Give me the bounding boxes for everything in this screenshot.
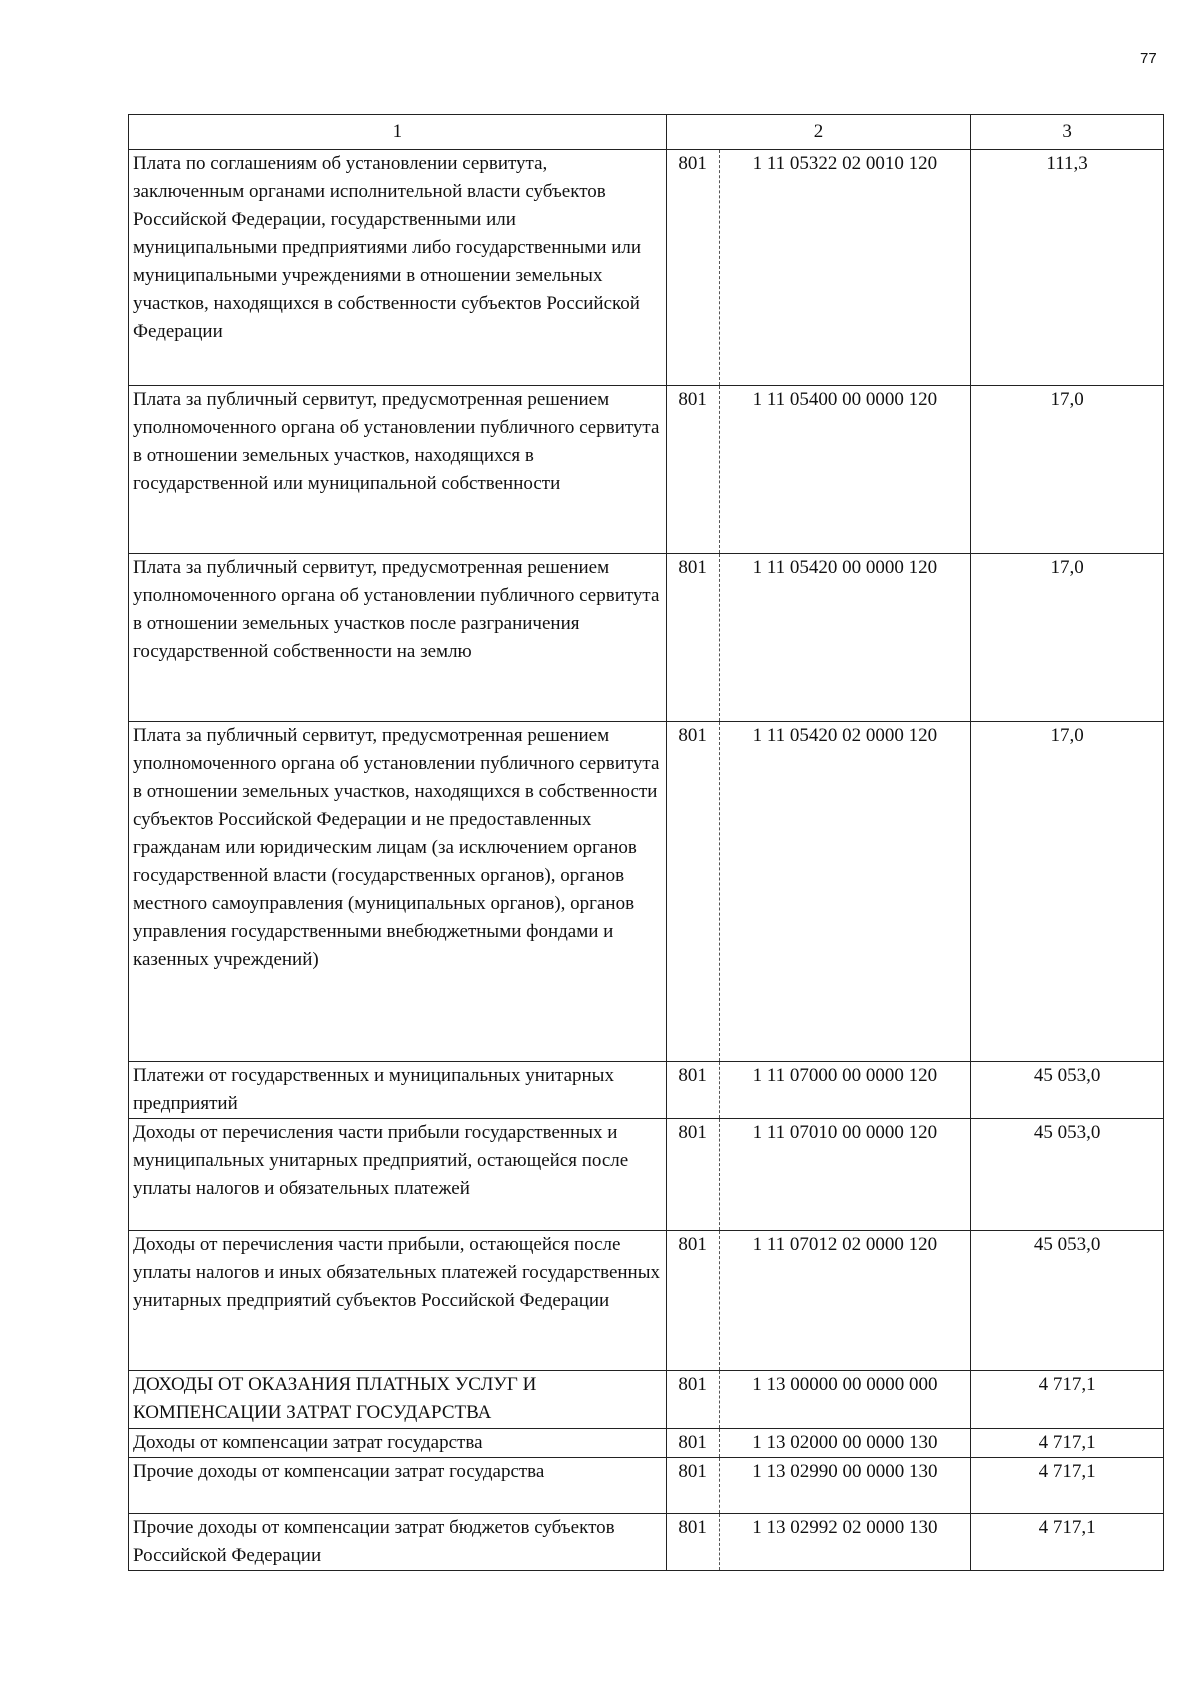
row-budget-code: 1 11 07012 02 0000 120 xyxy=(719,1231,971,1371)
row-name: ДОХОДЫ ОТ ОКАЗАНИЯ ПЛАТНЫХ УСЛУГ И КОМПЕНСАЦИИ ЗАТРАТ ГОСУДАРСТВА xyxy=(129,1371,667,1429)
row-name: Плата за публичный сервитут, предусмотренная решением уполномоченного органа об установлении публичного сервитута в отношении земельных участков, находящихся в собственности субъектов Российской Федерации и не предоставленных гражданам или юридическим лицам (за исключением органов государственной власти (государственных органов), органов местного самоуправления (муниципальных органов), органов управления государственными внебюджетными фондами и казенных учреждений) xyxy=(129,722,667,1062)
row-amount: 17,0 xyxy=(971,722,1164,1062)
row-amount: 45 053,0 xyxy=(971,1119,1164,1231)
row-name: Прочие доходы от компенсации затрат бюджетов субъектов Российской Федерации xyxy=(129,1514,667,1571)
row-admin-code: 801 xyxy=(666,1119,719,1231)
row-amount: 45 053,0 xyxy=(971,1231,1164,1371)
row-budget-code: 1 13 02990 00 0000 130 xyxy=(719,1458,971,1514)
row-name: Плата за публичный сервитут, предусмотренная решением уполномоченного органа об установлении публичного сервитута в отношении земельных участков, находящихся в государственной или муниципальной собственности xyxy=(129,386,667,554)
row-budget-code: 1 11 05400 00 0000 120 xyxy=(719,386,971,554)
row-amount: 4 717,1 xyxy=(971,1371,1164,1429)
row-admin-code: 801 xyxy=(666,1514,719,1571)
row-amount: 17,0 xyxy=(971,386,1164,554)
table-row xyxy=(129,1062,1164,1119)
row-admin-code: 801 xyxy=(666,1371,719,1429)
row-name: Доходы от перечисления части прибыли государственных и муниципальных унитарных предприятий, остающейся после уплаты налогов и обязательных платежей xyxy=(129,1119,667,1231)
row-admin-code: 801 xyxy=(666,386,719,554)
row-name: Доходы от перечисления части прибыли, остающейся после уплаты налогов и иных обязательных платежей государственных унитарных предприятий субъектов Российской Федерации xyxy=(129,1231,667,1371)
row-admin-code: 801 xyxy=(666,722,719,1062)
table-row xyxy=(129,1231,1164,1371)
row-name: Прочие доходы от компенсации затрат государства xyxy=(129,1458,667,1514)
row-amount: 4 717,1 xyxy=(971,1429,1164,1458)
row-budget-code: 1 11 05420 02 0000 120 xyxy=(719,722,971,1062)
table-row xyxy=(129,1429,1164,1458)
row-admin-code: 801 xyxy=(666,150,719,386)
row-budget-code: 1 11 05322 02 0010 120 xyxy=(719,150,971,386)
page-number: 77 xyxy=(1140,50,1157,67)
row-amount: 45 053,0 xyxy=(971,1062,1164,1119)
header-col-1: 1 xyxy=(129,115,667,150)
row-name: Плата по соглашениям об установлении сервитута, заключенным органами исполнительной власти субъектов Российской Федерации, государственными или муниципальными предприятиями либо государственными или муниципальными учреждениями в отношении земельных участков, находящихся в собственности субъектов Российской Федерации xyxy=(129,150,667,386)
row-budget-code: 1 11 05420 00 0000 120 xyxy=(719,554,971,722)
row-amount: 17,0 xyxy=(971,554,1164,722)
row-admin-code: 801 xyxy=(666,1062,719,1119)
table-row xyxy=(129,554,1164,722)
row-name: Доходы от компенсации затрат государства xyxy=(129,1429,667,1458)
table-row xyxy=(129,1371,1164,1429)
row-amount: 111,3 xyxy=(971,150,1164,386)
revenue-table xyxy=(128,114,1164,1571)
row-name: Плата за публичный сервитут, предусмотренная решением уполномоченного органа об установлении публичного сервитута в отношении земельных участков после разграничения государственной собственности на землю xyxy=(129,554,667,722)
table-row xyxy=(129,1458,1164,1514)
row-admin-code: 801 xyxy=(666,1458,719,1514)
table-row xyxy=(129,386,1164,554)
table-row xyxy=(129,1514,1164,1571)
table-row xyxy=(129,1119,1164,1231)
row-admin-code: 801 xyxy=(666,1231,719,1371)
row-budget-code: 1 11 07000 00 0000 120 xyxy=(719,1062,971,1119)
header-col-3: 3 xyxy=(971,115,1164,150)
header-col-2: 2 xyxy=(666,115,970,150)
row-budget-code: 1 13 02992 02 0000 130 xyxy=(719,1514,971,1571)
row-budget-code: 1 13 02000 00 0000 130 xyxy=(719,1429,971,1458)
row-amount: 4 717,1 xyxy=(971,1514,1164,1571)
row-admin-code: 801 xyxy=(666,1429,719,1458)
row-amount: 4 717,1 xyxy=(971,1458,1164,1514)
table-row xyxy=(129,722,1164,1062)
row-budget-code: 1 13 00000 00 0000 000 xyxy=(719,1371,971,1429)
table-row xyxy=(129,150,1164,386)
row-admin-code: 801 xyxy=(666,554,719,722)
row-budget-code: 1 11 07010 00 0000 120 xyxy=(719,1119,971,1231)
row-name: Платежи от государственных и муниципальных унитарных предприятий xyxy=(129,1062,667,1119)
table-header-row xyxy=(129,115,1164,150)
